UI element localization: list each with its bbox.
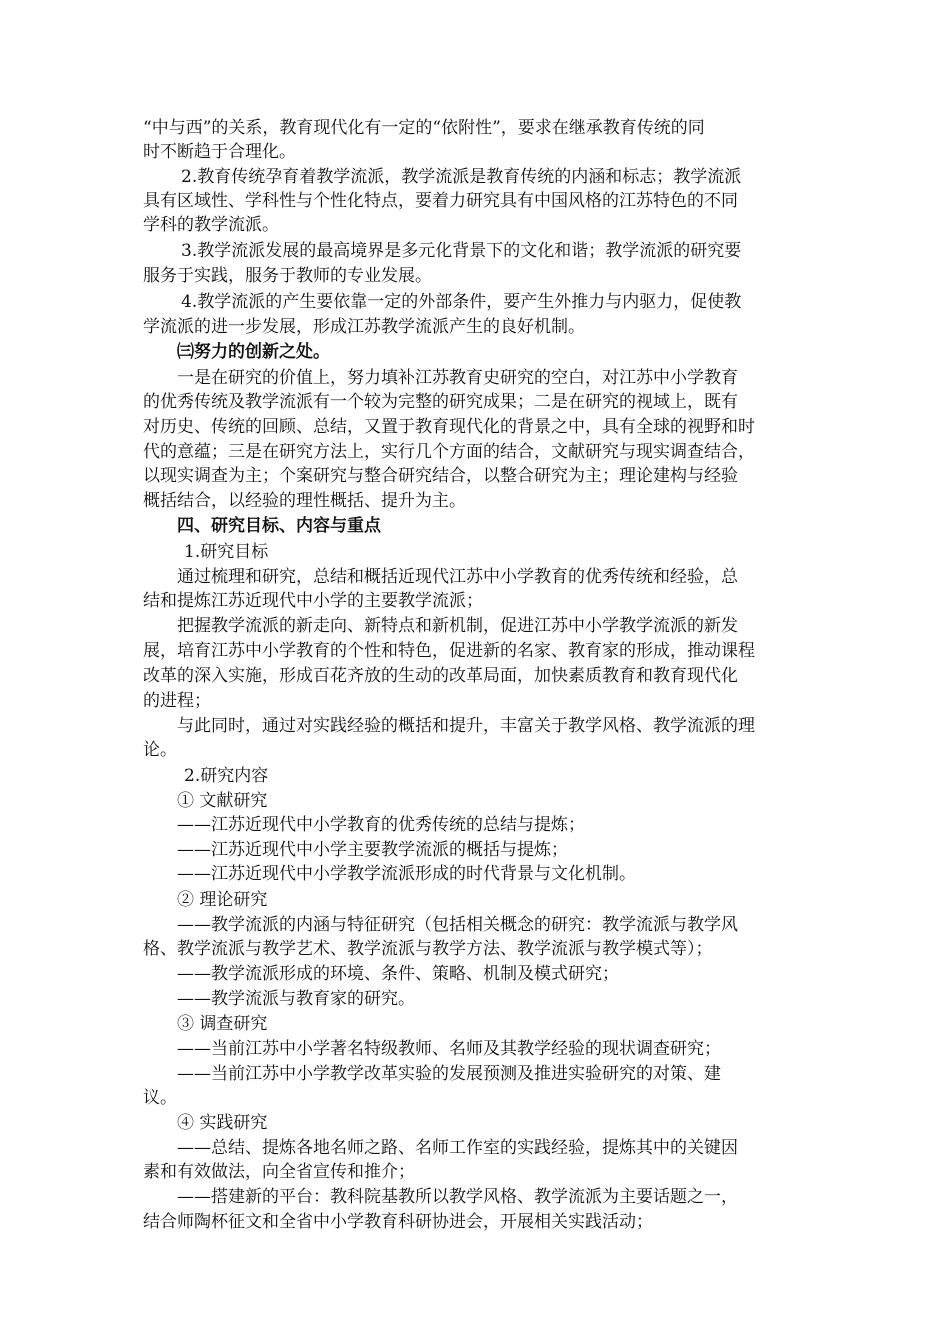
list-item: ——搭建新的平台：教科院基教所以教学风格、教学流派为主要话题之一，	[177, 1187, 738, 1207]
list-item: ——教学流派与教育家的研究。	[177, 989, 415, 1009]
list-heading: ① 文献研究	[177, 791, 268, 811]
list-item: ——当前江苏中小学教学改革实验的发展预测及推进实验研究的对策、建	[177, 1064, 721, 1084]
text-line: 代的意蕴；三是在研究方法上，实行几个方面的结合，文献研究与现实调查结合，	[143, 442, 755, 462]
text-line: 3.教学流派发展的最高境界是多元化背景下的文化和谐；教学流派的研究要	[181, 241, 742, 261]
text-line: 一是在研究的价值上，努力填补江苏教育史研究的空白，对江苏中小学教育	[177, 368, 738, 388]
subsection-heading: 2.研究内容	[184, 766, 269, 786]
text-line: 格、教学流派与教学艺术、教学流派与教学方法、教学流派与教学模式等）；	[143, 939, 713, 959]
text-line: “中与西”的关系，教育现代化有一定的“依附性”，要求在继承教育传统的同	[143, 118, 705, 138]
list-item: ——江苏近现代中小学教学流派形成的时代背景与文化机制。	[177, 864, 636, 884]
list-item: ——江苏近现代中小学主要教学流派的概括与提炼；	[177, 840, 568, 860]
text-line: 具有区域性、学科性与个性化特点，要着力研究具有中国风格的江苏特色的不同	[143, 191, 738, 211]
list-item: ——总结、提炼各地名师之路、名师工作室的实践经验，提炼其中的关键因	[177, 1138, 738, 1158]
text-line: 把握教学流派的新走向、新特点和新机制，促进江苏中小学教学流派的新发	[177, 616, 738, 636]
text-line: 学流派的进一步发展，形成江苏教学流派产生的良好机制。	[143, 317, 585, 337]
text-line: 概括结合，以经验的理性概括、提升为主。	[143, 491, 466, 511]
section-heading: ㈢努力的创新之处。	[177, 342, 330, 362]
text-line: 素和有效做法，向全省宣传和推介；	[143, 1162, 415, 1182]
list-heading: ③ 调查研究	[177, 1014, 268, 1034]
subsection-heading: 1.研究目标	[184, 542, 269, 562]
list-heading: ④ 实践研究	[177, 1113, 268, 1133]
list-item: ——江苏近现代中小学教育的优秀传统的总结与提炼；	[177, 815, 585, 835]
text-line: 学科的教学流派。	[143, 215, 279, 235]
text-line: 2.教育传统孕育着教学流派，教学流派是教育传统的内涵和标志；教学流派	[181, 167, 742, 187]
text-line: 通过梳理和研究，总结和概括近现代江苏中小学教育的优秀传统和经验，总	[177, 567, 738, 587]
list-heading: ② 理论研究	[177, 890, 268, 910]
text-line: 以现实调查为主；个案研究与整合研究结合，以整合研究为主；理论建构与经验	[143, 466, 738, 486]
list-item: ——当前江苏中小学著名特级教师、名师及其教学经验的现状调查研究；	[177, 1039, 721, 1059]
text-line: 与此同时，通过对实践经验的概括和提升，丰富关于教学风格、教学流派的理	[177, 716, 755, 736]
text-line: 议。	[143, 1088, 177, 1108]
text-line: 时不断趋于合理化。	[143, 142, 296, 162]
text-line: 服务于实践，服务于教师的专业发展。	[143, 266, 432, 286]
text-line: 展，培育江苏中小学教育的个性和特色，促进新的名家、教育家的形成，推动课程	[143, 641, 755, 661]
text-line: 的进程；	[143, 691, 211, 711]
text-line: 4.教学流派的产生要依靠一定的外部条件，要产生外推力与内驱力，促使教	[181, 292, 742, 312]
text-line: 结和提炼江苏近现代中小学的主要教学流派；	[143, 591, 483, 611]
text-line: 对历史、传统的回顾、总结，又置于教育现代化的背景之中，具有全球的视野和时	[143, 417, 755, 437]
list-item: ——教学流派形成的环境、条件、策略、机制及模式研究；	[177, 964, 619, 984]
list-item: ——教学流派的内涵与特征研究（包括相关概念的研究：教学流派与教学风	[177, 915, 738, 935]
section-heading: 四、研究目标、内容与重点	[177, 516, 381, 536]
text-line: 改革的深入实施，形成百花齐放的生动的改革局面，加快素质教育和教育现代化	[143, 666, 738, 686]
text-line: 结合师陶杯征文和全省中小学教育科研协进会，开展相关实践活动；	[143, 1212, 653, 1232]
text-line: 的优秀传统及教学流派有一个较为完整的研究成果；二是在研究的视域上，既有	[143, 392, 738, 412]
text-line: 论。	[143, 740, 177, 760]
